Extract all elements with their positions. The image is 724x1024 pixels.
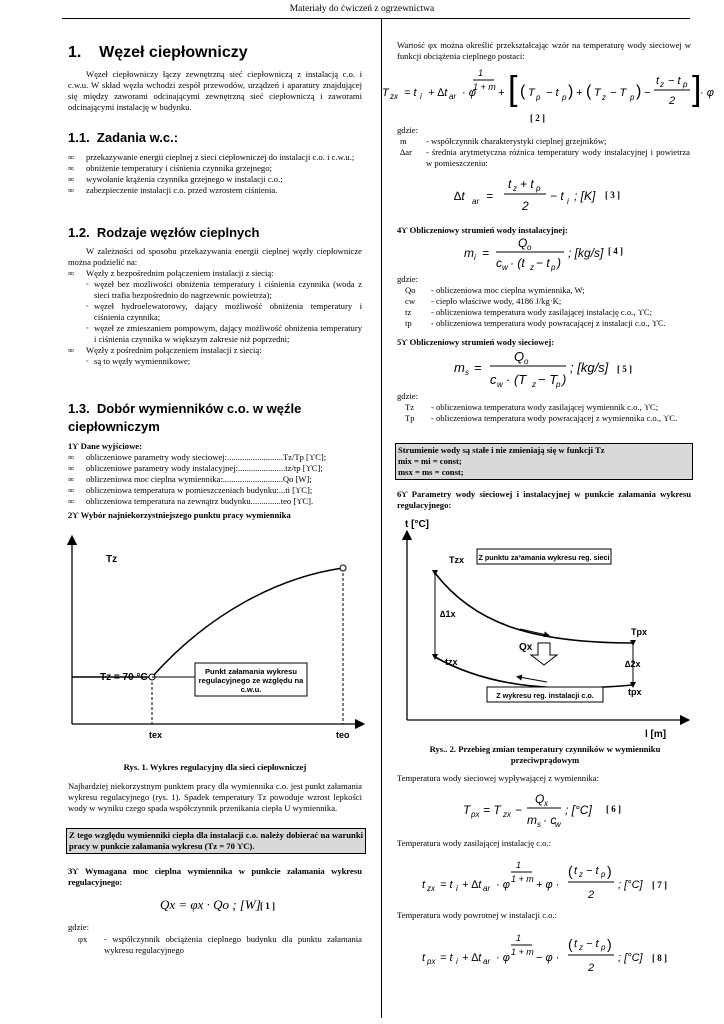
- list-item: ∞ obniżenie temperatury i ciśnienia czynnika grzejnego;: [68, 163, 362, 174]
- svg-text:w: w: [555, 820, 561, 829]
- svg-text:t: t: [508, 177, 512, 191]
- svg-text:=: =: [486, 189, 494, 203]
- section-title-1-2: 1.2. Rodzaje węzłów cieplnych: [68, 225, 260, 240]
- figure-2-caption: Rys.. 2. Przebieg zmian temperatury czynników w wymienniku przeciwprądowym: [429, 744, 661, 765]
- svg-text:− t: − t: [546, 87, 559, 99]
- svg-text:]: ]: [692, 70, 702, 108]
- x-axis-label: l [m]: [645, 729, 667, 740]
- svg-text:+: +: [576, 87, 583, 99]
- svg-text:+ ∆t: + ∆t: [428, 87, 448, 99]
- svg-text:ar: ar: [483, 884, 491, 893]
- svg-text:w: w: [502, 263, 508, 272]
- teo-label: teo: [336, 730, 350, 740]
- list-item: ◦ węzeł hydroelewatorowy, dający możliwość obniżenia temperatury i ciśnienia czynnika;: [68, 301, 362, 323]
- list-item: ∞ wywołanie krążenia czynnika grzejnego w instalacji c.o.;: [68, 174, 362, 185]
- definition-row: cw - ciepło właściwe wody, 4186 J/kg·K;: [405, 296, 562, 306]
- def-value: - współczynnik obciążenia cieplnego budynku dla punktu załamania wykresu regulacyjnego: [104, 934, 362, 955]
- step-heading-4: 4ϒ Obliczeniowy strumień wody instalacyjnej:: [397, 225, 568, 235]
- svg-text:p: p: [551, 263, 556, 272]
- svg-text:T: T: [463, 803, 471, 817]
- figure-1-regulation-chart: [60, 532, 370, 747]
- list-item: ∞ obliczeniowe parametry wody instalacyjnej:......................tz/tp [ϒC];: [68, 463, 362, 474]
- step-heading: 1ϒ Dane wyjściowe:: [68, 441, 142, 451]
- svg-text:p: p: [536, 184, 541, 193]
- svg-text:ar: ar: [449, 92, 457, 101]
- gdzie-label: gdzie:: [397, 391, 418, 401]
- svg-text:(: (: [568, 863, 573, 879]
- svg-text:p: p: [683, 80, 688, 89]
- svg-text:· (t: · (t: [510, 256, 525, 270]
- svg-text:= t: = t: [440, 952, 453, 964]
- svg-text:ar: ar: [483, 957, 491, 966]
- definitions-3: [405, 402, 695, 424]
- svg-text:Q: Q: [514, 349, 525, 364]
- svg-text:1 + m: 1 + m: [511, 947, 534, 957]
- svg-text:z: z: [602, 93, 606, 102]
- svg-text:2: 2: [522, 199, 529, 213]
- highlight-box-1: Z tego względu wymienniki ciepła dla instalacji c.o. należy dobierać na warunki pracy w punkcie załamania wykresu (Tz = 70 ϒC).: [66, 828, 366, 854]
- types-list: [68, 246, 362, 367]
- svg-text:p: p: [556, 380, 561, 389]
- list-item: ∞ Węzły z bezpośrednim połączeniem instalacji z siecią:: [68, 268, 362, 279]
- definition-row: Qo - obliczeniowa moc cieplna wymiennika, W;: [405, 285, 585, 295]
- delta2-label: ∆2x: [625, 659, 641, 669]
- svg-text:px: px: [427, 957, 436, 966]
- svg-text:i: i: [456, 957, 458, 966]
- svg-text:=: =: [474, 360, 482, 375]
- tz-label: Tz: [106, 554, 118, 565]
- svg-text:t: t: [574, 865, 578, 877]
- svg-text:p: p: [601, 870, 606, 879]
- list-item: ◦ węzeł ze zmieszaniem pompowym, dający możliwość obniżenia temperatury i ciśnienia czynnika w większym zakresie niż poprzedni;: [68, 323, 362, 345]
- equation-3: [450, 172, 650, 220]
- input-data-block: [68, 441, 362, 521]
- svg-text:+ ∆t: + ∆t: [462, 952, 482, 964]
- highlight-box-2: Strumienie wody są stałe i nie zmieniają się w funkcji Tz mix = mi = const; msx = ms = const;: [395, 443, 693, 480]
- svg-text:(: (: [586, 83, 592, 100]
- list-item: ∞ zabezpieczenie instalacji c.o. przed wzrostem ciśnienia.: [68, 185, 362, 196]
- definition-row: Tp - obliczeniowa temperatura wody powracającej z wymiennika c.o., ϒC.: [405, 413, 678, 423]
- gdzie-label: gdzie:: [397, 125, 418, 135]
- svg-text:ar: ar: [472, 197, 480, 206]
- regulation-curve: [152, 568, 343, 677]
- list-item: ◦ są to węzły wymiennikowe;: [68, 356, 362, 367]
- list-item: ∞ obliczeniowe parametry wody sieciowej:..........................Tz/Tp [ϒC];: [68, 452, 362, 463]
- svg-text:x: x: [544, 799, 548, 808]
- gdzie-label: gdzie:: [397, 274, 418, 284]
- tpx-label: Tpx: [631, 627, 648, 637]
- end-point: [340, 565, 346, 571]
- section-title-1-1: 1.1. Zadania w.c.:: [68, 130, 179, 145]
- svg-text:t: t: [422, 879, 426, 891]
- equation-8: [418, 925, 688, 977]
- svg-text:): ): [557, 256, 561, 270]
- svg-text:z: z: [579, 943, 583, 952]
- callout-text: c.w.u.: [240, 685, 262, 694]
- equation-7: [418, 852, 688, 904]
- step-heading-6: 6ϒ Parametry wody sieciowej i instalacyjnej w punkcie załamania wykresu regulacyjnego:: [397, 489, 691, 510]
- svg-text:· φ: · φ: [700, 87, 714, 99]
- svg-text:· φ: · φ: [462, 87, 476, 99]
- svg-text:px: px: [471, 810, 480, 819]
- svg-text:1: 1: [516, 860, 522, 870]
- svg-text:c: c: [496, 256, 502, 270]
- tzx-label: Tzx: [449, 555, 465, 565]
- svg-text:zx: zx: [503, 810, 511, 819]
- svg-text:o: o: [527, 243, 532, 252]
- svg-text:· φ: · φ: [496, 952, 510, 964]
- installation-water-curve: [435, 657, 633, 688]
- svg-text:· (T: · (T: [506, 372, 527, 387]
- svg-text:t: t: [574, 938, 578, 950]
- equation-4: [460, 235, 660, 275]
- svg-text:· φ: · φ: [496, 879, 510, 891]
- list-item: ∞ obliczeniowa moc cieplna wymiennika:............................Qo [W];: [68, 474, 362, 485]
- list-item: ∞ obliczeniowa temperatura na zewnątrz budynku..............teo [ϒC].: [68, 496, 362, 507]
- equation-1-number: [ 1 ]: [260, 901, 275, 911]
- svg-text:−: −: [644, 87, 651, 99]
- svg-text:(: (: [520, 83, 526, 100]
- qx-label: Qx: [519, 642, 533, 653]
- svg-text:; [K]: ; [K]: [574, 189, 596, 203]
- svg-text:− T: − T: [538, 372, 558, 387]
- equation-4-number: [ 4 ]: [608, 246, 623, 256]
- svg-text:[: [: [508, 70, 518, 108]
- svg-text:∆t: ∆t: [454, 189, 465, 203]
- svg-text:z: z: [530, 263, 534, 272]
- section-title-1-3: 1.3. Dobór wymienników c.o. w węźle ciepłowniczym: [68, 401, 302, 434]
- tpx-small-label: tpx: [628, 687, 642, 697]
- svg-text:; [kg/s]: ; [kg/s]: [570, 360, 609, 375]
- column-divider: [381, 18, 382, 1018]
- paragraph-tpx: Temperatura wody sieciowej wypływającej z wymiennika:: [397, 773, 599, 783]
- svg-text:Q: Q: [535, 792, 545, 806]
- svg-text:m: m: [464, 246, 474, 260]
- list-item: ∞ przekazywanie energii cieplnej z sieci ciepłowniczej do instalacji c.o. i c.w.u.;: [68, 152, 362, 163]
- equation-2-number: [ 2 ]: [530, 113, 545, 123]
- svg-text:1 + m: 1 + m: [511, 874, 534, 884]
- svg-text:): ): [568, 83, 574, 100]
- definition-row: tz - obliczeniowa temperatura wody zasilającej instalację c.o., ϒC;: [405, 307, 652, 317]
- svg-text:p: p: [630, 93, 635, 102]
- svg-text:− t: − t: [586, 938, 599, 950]
- paragraph-tzx: Temperatura wody zasilającej instalację c.o.:: [397, 838, 552, 848]
- equation-3-number: [ 3 ]: [605, 190, 620, 200]
- svg-text:· c: · c: [543, 813, 557, 827]
- y-axis-label: t [°C]: [405, 519, 429, 530]
- svg-text:T: T: [528, 87, 535, 99]
- gdzie-label: gdzie:: [68, 922, 89, 932]
- types-intro: W zależności od sposobu przekazywania energii cieplnej węzły ciepłownicze można podzielić na:: [68, 246, 362, 267]
- svg-text:o: o: [524, 357, 529, 366]
- bottom-callout-text: Z wykresu reg. instalacji c.o.: [496, 691, 594, 700]
- svg-text:2: 2: [669, 95, 676, 107]
- tasks-list: [68, 152, 362, 196]
- top-callout-text: Z punktu za³amania wykresu reg. sieci: [478, 553, 610, 562]
- definitions-1: [400, 136, 690, 169]
- svg-text:T: T: [382, 87, 389, 99]
- step-heading-3: 3ϒ Wymagana moc cieplna wymiennika w punkcie załamania wykresu regulacyjnego:: [68, 866, 362, 887]
- svg-text:= t: = t: [440, 879, 453, 891]
- equation-1: Qx = φx · Qo ; [W]: [160, 897, 261, 912]
- step-heading-5: 5ϒ Obliczeniowy strumień wody sieciowej:: [397, 337, 555, 347]
- figure-2-exchanger-chart: [395, 515, 695, 741]
- svg-text:z: z: [532, 380, 536, 389]
- equation-8-number: [ 8 ]: [652, 953, 667, 963]
- svg-text:): ): [607, 936, 612, 952]
- section-title-1: 1. Węzeł ciepłowniczy: [68, 44, 248, 61]
- svg-text:= T: = T: [483, 803, 501, 817]
- svg-text:− φ ·: − φ ·: [536, 952, 560, 964]
- svg-text:c: c: [490, 372, 497, 387]
- equation-6-number: [ 6 ]: [606, 804, 621, 814]
- svg-text:+ ∆t: + ∆t: [462, 879, 482, 891]
- svg-text:−: −: [515, 803, 523, 817]
- paragraph-phi: Wartość φx można określić przekształcając wzór na temperaturę wody sieciowej w funkcji obciążenia cieplnego postaci:: [397, 40, 691, 61]
- svg-text:− T: − T: [610, 87, 627, 99]
- svg-text:z: z: [513, 184, 517, 193]
- svg-text:i: i: [456, 884, 458, 893]
- svg-text:z: z: [660, 80, 664, 89]
- svg-text:; [kg/s]: ; [kg/s]: [568, 246, 604, 260]
- equation-5-number: [ 5 ]: [617, 364, 632, 374]
- definition-row: tp - obliczeniowa temperatura wody powracającej z instalacji c.o., ϒC.: [405, 318, 666, 328]
- svg-text:s: s: [537, 820, 541, 829]
- list-item: ∞ obliczeniowa temperatura w pomieszczeniach budynku:...ti [ϒC];: [68, 485, 362, 496]
- delta1-label: ∆1x: [440, 609, 456, 619]
- callout-text: regulacyjnego ze względu na: [198, 676, 304, 685]
- svg-text:= t: = t: [404, 87, 417, 99]
- svg-text:p: p: [562, 93, 567, 102]
- definition-row: ∆ar - średnia arytmetyczna różnica temperatury wody instalacyjnej i powietrza w pomieszczeniu:: [400, 147, 690, 168]
- svg-text:z: z: [579, 870, 583, 879]
- svg-text:m: m: [527, 813, 537, 827]
- svg-text:i: i: [567, 197, 569, 206]
- heat-flow-arrow: [531, 643, 557, 665]
- svg-text:i: i: [474, 253, 476, 262]
- svg-text:zx: zx: [427, 884, 435, 893]
- svg-text:): ): [607, 863, 612, 879]
- paragraph-break-point: Najbardziej niekorzystnym punktem pracy dla wymiennika c.o. jest punkt załamania wykresu regulacyjnego (rys. 1). Spadek temperatury Tz powoduje wzrost lepkości wody w wyniku czego spada współczynnik przenikania ciepła U wymiennika.: [68, 781, 362, 813]
- list-item: ◦ węzeł bez możliwości obniżenia temperatury i ciśnienia czynnika (woda z sieci trafia bezpośrednio do nagrzewnic powietrza);: [68, 279, 362, 301]
- svg-text:i: i: [420, 92, 422, 101]
- svg-text:1: 1: [516, 933, 522, 943]
- svg-text:(: (: [568, 936, 573, 952]
- svg-text:Q: Q: [518, 236, 528, 250]
- svg-text:p: p: [601, 943, 606, 952]
- svg-text:+ φ ·: + φ ·: [536, 879, 560, 891]
- tz70-label: Tz = 70 °C: [100, 672, 148, 683]
- page-header: Materiały do ćwiczeń z ogrzewnictwa: [289, 4, 435, 14]
- tex-label: tex: [149, 730, 163, 740]
- svg-text:=: =: [482, 246, 490, 260]
- svg-text:zx: zx: [390, 92, 398, 101]
- svg-text:): ): [562, 372, 567, 387]
- definition-row: m - współczynnik charakterystyki cieplnej grzejników;: [400, 136, 607, 146]
- list-item: ∞ Węzły z pośrednim połączeniem instalacji z siecią:: [68, 345, 362, 356]
- tzx-small-label: tzx: [445, 657, 458, 667]
- paragraph-tpx2: Temperatura wody powrotnej w instalacji c.o.:: [397, 910, 558, 920]
- figure-1-caption: Rys. 1. Wykres regulacyjny dla sieci ciepłowniczej: [123, 762, 307, 772]
- svg-text:; [°C]: ; [°C]: [618, 879, 643, 891]
- equation-6: [455, 790, 655, 832]
- svg-text:t: t: [656, 75, 660, 87]
- svg-text:2: 2: [588, 962, 595, 974]
- definition-row: Tz - obliczeniowa temperatura wody zasilającej wymiennik c.o., ϒC;: [405, 402, 659, 412]
- intro-paragraph: Węzeł ciepłowniczy łączy zewnętrzną sieć ciepłowniczą z instalacją c.o. i c.w.u. W skład węzła wchodzi zespół przewodów, urządzeń i aparatury znajdującej się między zaworami odcinającymi zewnętrzną sieć ciepłowniczą i zaworami odcinającymi instalację w budynku.: [68, 69, 362, 112]
- definitions-2: [405, 285, 695, 329]
- svg-text:− t: − t: [536, 256, 550, 270]
- step-heading: 2ϒ Wybór najniekorzystniejszego punktu pracy wymiennika: [68, 510, 291, 520]
- svg-text:T: T: [594, 87, 601, 99]
- svg-text:+ t: + t: [520, 177, 534, 191]
- svg-text:+: +: [498, 87, 505, 99]
- phi-definition: [68, 934, 362, 956]
- flow-arrow-bottom: [519, 677, 547, 682]
- svg-text:m: m: [454, 360, 465, 375]
- svg-text:p: p: [536, 93, 541, 102]
- callout-text: Punkt załamania wykresu: [204, 667, 298, 676]
- def-key: φx: [78, 934, 88, 944]
- header-rule: [62, 18, 690, 19]
- svg-text:− t: − t: [668, 75, 681, 87]
- svg-text:− t: − t: [550, 189, 564, 203]
- svg-text:s: s: [465, 368, 469, 377]
- equation-7-number: [ 7 ]: [652, 880, 667, 890]
- svg-text:; [°C]: ; [°C]: [565, 803, 592, 817]
- svg-text:2: 2: [588, 889, 595, 901]
- svg-text:− t: − t: [586, 865, 599, 877]
- svg-text:w: w: [497, 380, 503, 389]
- equation-2: [380, 62, 714, 122]
- svg-text:; [°C]: ; [°C]: [618, 952, 643, 964]
- svg-text:): ): [636, 83, 642, 100]
- svg-text:1 + m: 1 + m: [473, 82, 496, 92]
- svg-text:1: 1: [478, 68, 484, 78]
- svg-text:t: t: [422, 952, 426, 964]
